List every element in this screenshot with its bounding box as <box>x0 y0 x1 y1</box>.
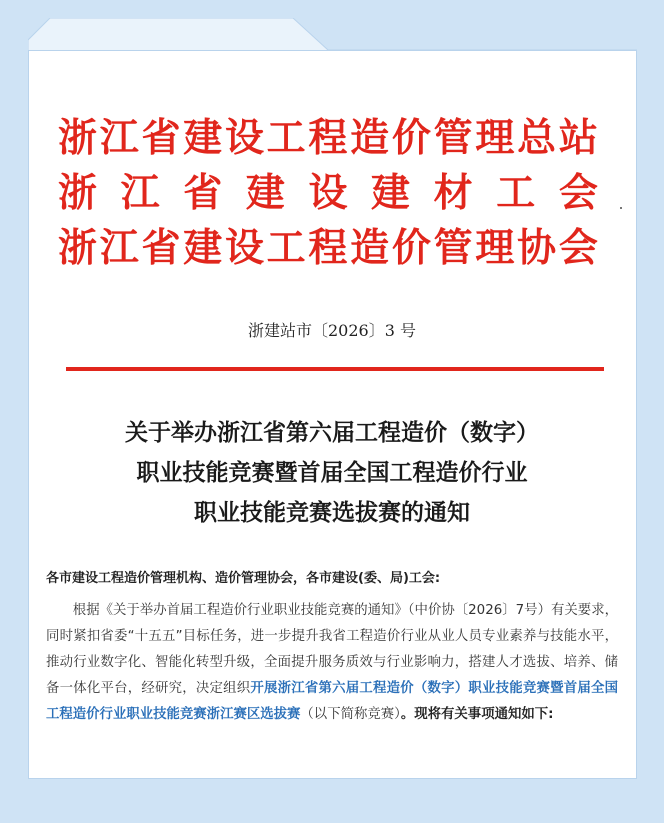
paragraph-text: 根据《关于举办首届工程造价行业职业技能竞赛的通知》（中价协〔2026〕7号）有关要求，同时紧扣省委“十五五”目标任务，进一步提升我省工程造价行业从业人员专业素养与技能水平，推动行业数字化、智能化转型升级，全面提升服务质效与行业影响力，搭建人才选拔、培养、储备一体化平台，经研究，决定组织 <box>46 603 618 696</box>
paragraph-ending: 。现将有关事项通知如下: <box>400 707 554 722</box>
org-name-char: 会 <box>558 225 598 271</box>
document-number: 浙建站市〔2026〕3 号 <box>248 321 416 340</box>
org-name-char: 材 <box>433 170 473 216</box>
org-name-line-1 <box>58 110 598 166</box>
org-name-char: 站 <box>558 115 598 161</box>
org-name-char: 建 <box>183 225 223 271</box>
body-paragraph <box>46 598 618 728</box>
org-name-char: 工 <box>266 225 306 271</box>
red-divider-line <box>66 367 604 371</box>
notice-title-line-1: 关于举办浙江省第六届工程造价（数字） <box>125 419 539 446</box>
highlighted-competition-name: 开展浙江省第六届工程造价（数字）职业技能竞赛暨首届全国工程造价行业职业技能竞赛浙江赛区选拔赛 <box>46 681 619 722</box>
scan-speck <box>620 207 622 209</box>
org-name-char: 造 <box>350 115 390 161</box>
org-name-char: 浙 <box>58 170 98 216</box>
org-name-line-2 <box>58 165 598 221</box>
org-name-char: 建 <box>245 170 285 216</box>
org-name-char: 设 <box>308 170 348 216</box>
org-name-char: 会 <box>558 170 598 216</box>
org-name-char: 江 <box>99 225 139 271</box>
org-name-line-3 <box>58 220 598 276</box>
org-name-char: 江 <box>99 115 139 161</box>
org-name-char: 设 <box>224 225 264 271</box>
org-name-char: 省 <box>141 225 181 271</box>
salutation: 各市建设工程造价管理机构、造价管理协会，各市建设(委、局)工会: <box>46 571 441 586</box>
notice-title-line-3: 职业技能竞赛选拔赛的通知 <box>194 499 470 526</box>
org-name-char: 省 <box>141 115 181 161</box>
org-name-char: 浙 <box>58 225 98 271</box>
org-name-char: 设 <box>224 115 264 161</box>
org-name-char: 江 <box>120 170 160 216</box>
org-name-char: 管 <box>433 115 473 161</box>
org-name-char: 价 <box>391 225 431 271</box>
abbreviation-note: （以下简称竞赛） <box>300 707 401 722</box>
org-name-char: 建 <box>183 115 223 161</box>
org-name-char: 程 <box>308 225 348 271</box>
org-name-char: 总 <box>517 115 557 161</box>
org-name-char: 建 <box>371 170 411 216</box>
org-name-char: 理 <box>475 225 515 271</box>
org-name-char: 工 <box>496 170 536 216</box>
org-name-char: 理 <box>475 115 515 161</box>
org-name-char: 协 <box>517 225 557 271</box>
notice-title-line-2: 职业技能竞赛暨首届全国工程造价行业 <box>136 459 528 486</box>
org-name-char: 工 <box>266 115 306 161</box>
org-name-char: 浙 <box>58 115 98 161</box>
org-name-char: 省 <box>183 170 223 216</box>
org-name-char: 价 <box>391 115 431 161</box>
org-name-char: 程 <box>308 115 348 161</box>
org-name-char: 造 <box>350 225 390 271</box>
org-name-char: 管 <box>433 225 473 271</box>
